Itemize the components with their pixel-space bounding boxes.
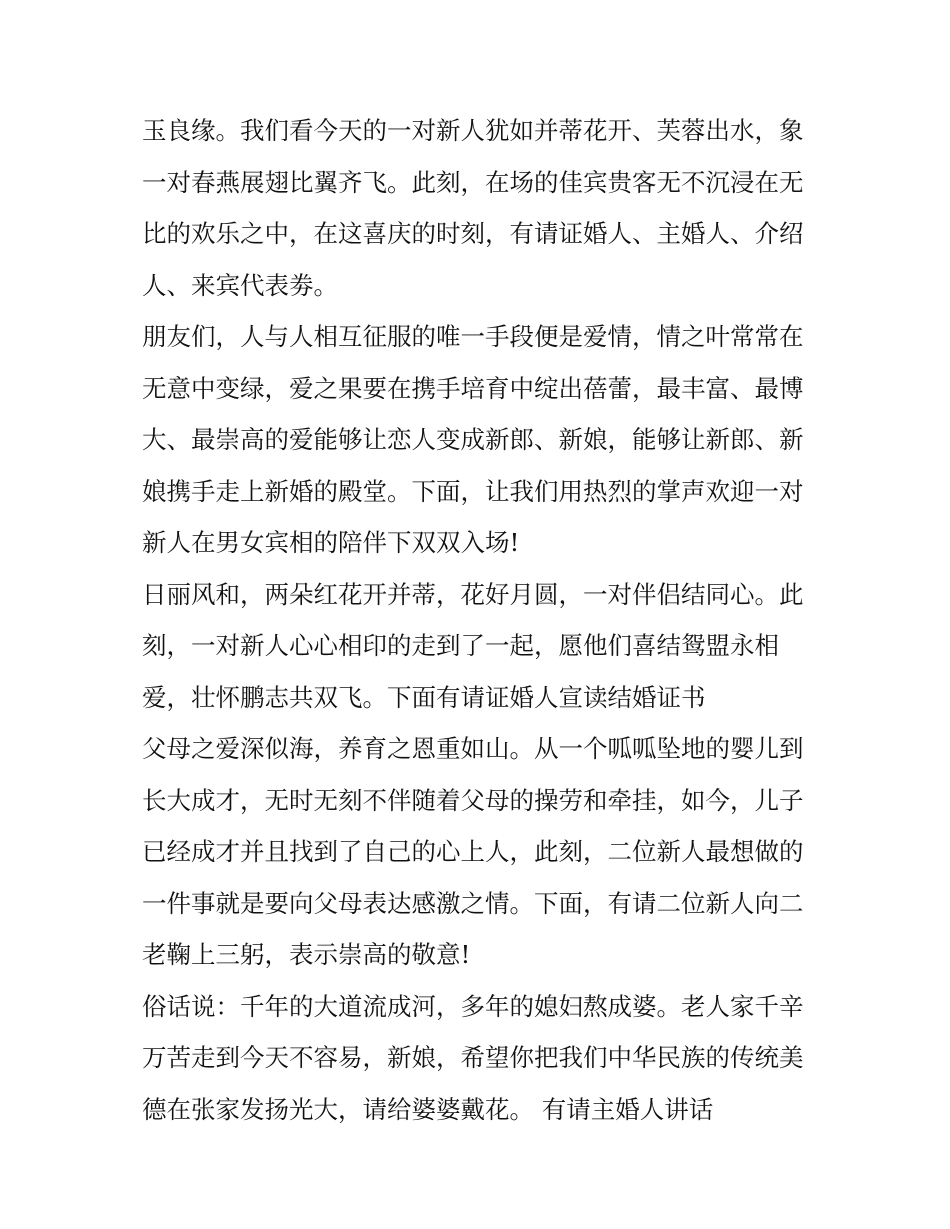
text-line: 长大成才，无时无刻不伴随着父母的操劳和牵挂，如今，儿子 (142, 785, 804, 815)
text-line: 一对春燕展翅比翼齐飞。此刻，在场的佳宾贵客无不沉浸在无 (142, 167, 804, 197)
text-line: 万苦走到今天不容易，新娘，希望你把我们中华民族的传统美 (142, 1043, 804, 1072)
text-line: 无意中变绿，爱之果要在携手培育中绽出蓓蕾，最丰富、最博 (142, 373, 804, 403)
text-line: 新人在男女宾相的陪伴下双双入场! (142, 528, 520, 557)
text-line: 比的欢乐之中，在这喜庆的时刻，有请证婚人、主婚人、介绍 (142, 219, 804, 248)
text-line: 人、来宾代表劵。 (142, 270, 338, 300)
text-line: 俗话说：千年的大道流成河，多年的媳妇熬成婆。老人家千辛 (142, 991, 804, 1021)
text-line: 大、最崇高的爱能够让恋人变成新郎、新娘，能够让新郎、新 (142, 425, 804, 454)
text-line: 刻，一对新人心心相印的走到了一起，愿他们喜结鸳盟永相 (142, 631, 779, 660)
text-line: 玉良缘。我们看今天的一对新人犹如并蒂花开、芙蓉出水，象 (142, 116, 804, 145)
text-line: 爱，壮怀鹏志共双飞。下面有请证婚人宣读结婚证书 (142, 682, 706, 712)
text-line: 娘携手走上新婚的殿堂。下面，让我们用热烈的掌声欢迎一对 (142, 476, 804, 506)
text-line: 一件事就是要向父母表达感激之情。下面，有请二位新人向二 (142, 888, 804, 918)
text-line: 老鞠上三躬，表示崇高的敬意! (142, 940, 471, 969)
text-line: 父母之爱深似海，养育之恩重如山。从一个呱呱坠地的婴儿到 (142, 734, 804, 763)
text-line: 朋友们，人与人相互征服的唯一手段便是爱情，情之叶常常在 (142, 322, 804, 351)
document-body (142, 105, 814, 1135)
text-line: 日丽风和，两朵红花开并蒂，花好月圆，一对伴侣结同心。此 (142, 579, 804, 609)
text-line: 已经成才并且找到了自己的心上人，此刻，二位新人最想做的 (142, 837, 804, 866)
text-line: 德在张家发扬光大，请给婆婆戴花。 有请主婚人讲话 (142, 1094, 714, 1124)
